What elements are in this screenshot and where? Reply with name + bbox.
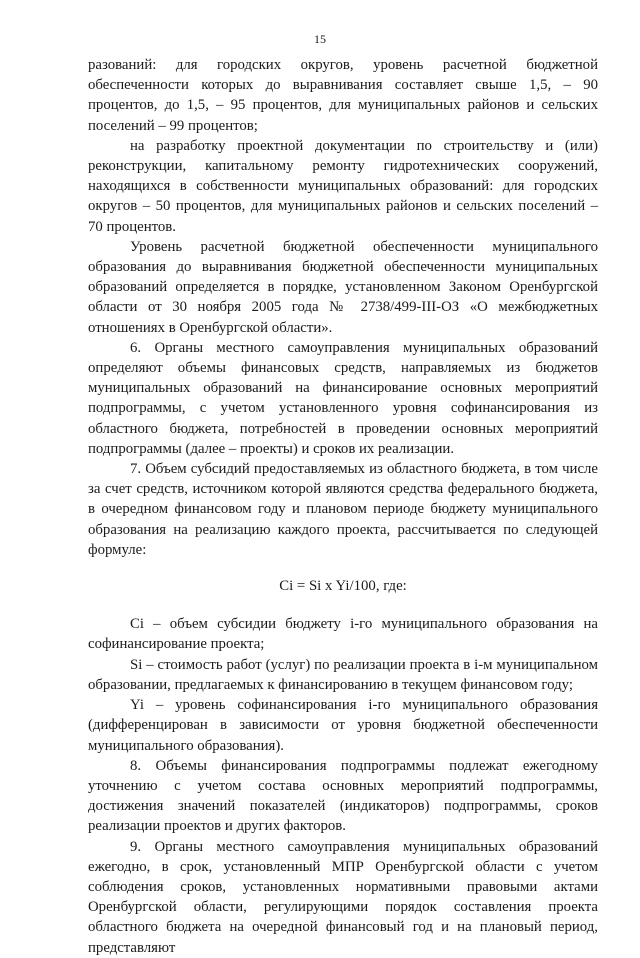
body-text — [88, 55, 598, 958]
paragraph-item-8: 8. Объемы финансирования подпрограммы подлежат ежегодному уточнению с учетом состава основных мероприятий подпрограммы, достижения значений показателей (индикаторов) подпрограммы, сроков реализации проектов и других факторов. — [88, 757, 598, 835]
paragraph-design-docs: на разработку проектной документации по строительству и (или) реконструкции, капитальному ремонту гидротехнических сооружений, находящихся в собственности муниципальных образований: для городских округов – 50 процентов, для муниципальных районов и сельских поселений – 70 процентов. — [88, 137, 598, 235]
paragraph-budget-level: Уровень расчетной бюджетной обеспеченности муниципального образования до выравнивания бюджетной обеспеченности муниципальных образований определяется в порядке, установленном Законом Оренбургской области от 30 ноября 2005 года № 2738/499-III-ОЗ «О межбюджетных отношениях в Оренбургской области». — [88, 238, 598, 336]
paragraph-item-6: 6. Органы местного самоуправления муниципальных образований определяют объемы финансовых средств, направляемых из бюджетов муниципальных образований на финансирование основных мероприятий подпрограммы, с учетом установленного уровня софинансирования из областного бюджета, потребностей в проведении основных мероприятий подпрограммы (далее – проекты) и сроков их реализации. — [88, 339, 598, 457]
paragraph-continuation: разований: для городских округов, уровень расчетной бюджетной обеспеченности которых до выравнивания составляет свыше 1,5, – 90 процентов, до 1,5, – 95 процентов, для муниципальных районов и сельских поселений – 99 процентов; — [88, 57, 598, 134]
definition-si: Si – стоимость работ (услуг) по реализации проекта в i-м муниципальном образовании, предлагаемых к финансированию в текущем финансовом году; — [88, 656, 598, 693]
definition-ci: Ci – объем субсидии бюджету i-го муниципального образования на софинансирование проекта; — [88, 616, 598, 653]
definition-yi: Yi – уровень софинансирования i-го муниципального образования (дифференцирован в зависимости от уровня бюджетной обеспеченности муниципального образования). — [88, 697, 598, 754]
paragraph-item-7: 7. Объем субсидий предоставляемых из областного бюджета, в том числе за счет средств, источником которой являются средства федерального бюджета, в очередном финансовом году и плановом периоде бюджету муниципального образования на реализацию каждого проекта, рассчитывается по следующей формуле: — [88, 461, 598, 558]
paragraph-item-9: 9. Органы местного самоуправления муниципальных образований ежегодно, в срок, установленный МПР Оренбургской области с учетом соблюдения сроков, установленных нормативными правовыми актами Оренбургской области, регулирующими порядок составления проекта областного бюджета на очередной финансовый год и на плановый период, представляют — [88, 838, 598, 956]
formula: Ci = Si x Yi/100, где: — [279, 578, 407, 595]
page-number: 15 — [314, 32, 326, 46]
